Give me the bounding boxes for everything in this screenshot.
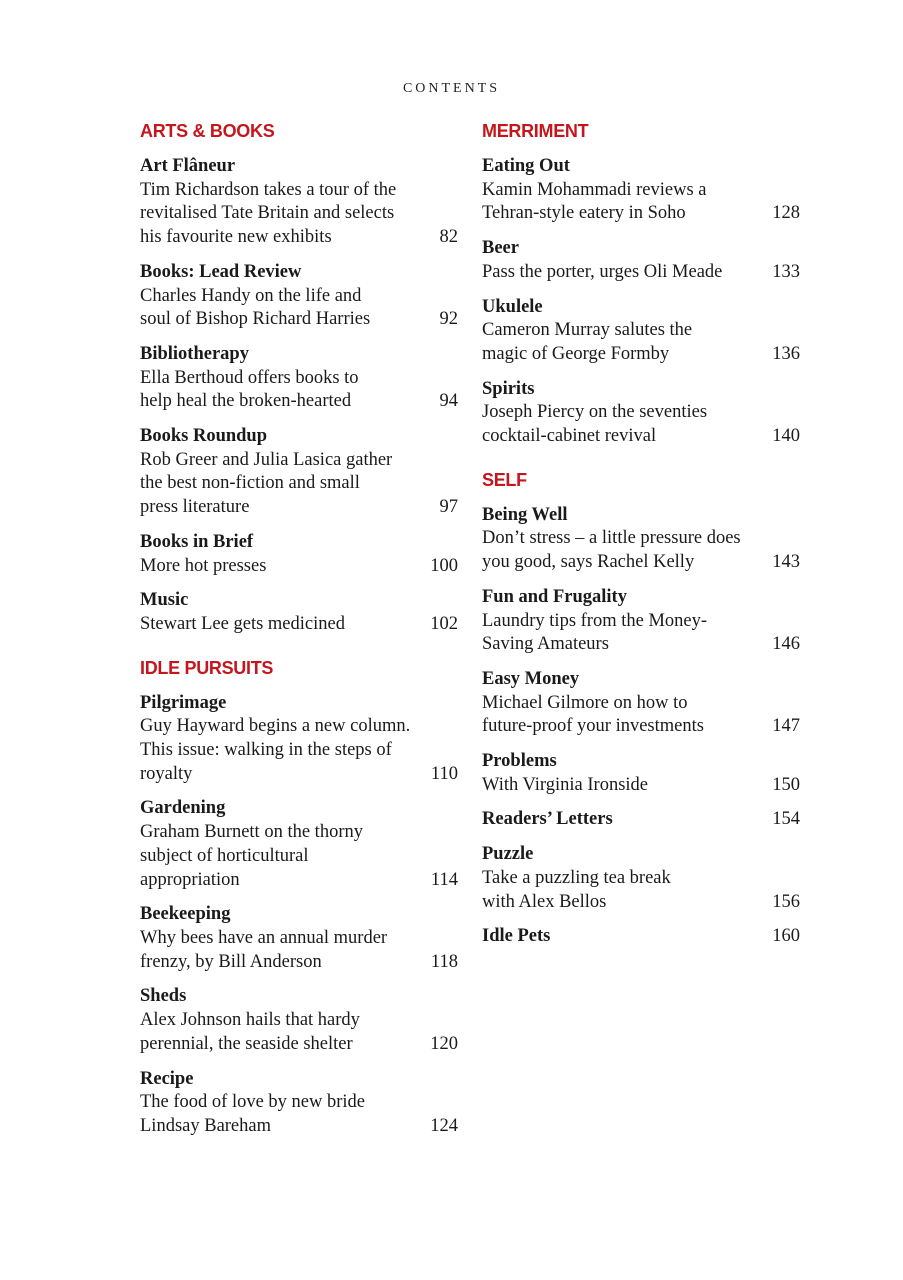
- entry-body: [140, 555, 458, 579]
- contents-entry-eating-out[interactable]: [482, 155, 802, 226]
- contents-entry-recipe[interactable]: [140, 1068, 460, 1139]
- entry-page-number: 140: [772, 426, 800, 447]
- entry-title: Readers’ Letters: [482, 809, 613, 830]
- entry-body: [140, 449, 458, 520]
- entry-body: [482, 774, 800, 798]
- contents-entry-sheds[interactable]: [140, 985, 460, 1056]
- entry-description: Alex Johnson hails that hardy perennial, the seaside shelter: [140, 1010, 360, 1054]
- entry-page-number: 82: [439, 227, 458, 248]
- contents-entry-problems[interactable]: [482, 750, 802, 797]
- entry-description: Joseph Piercy on the seventies cocktail-cabinet revival: [482, 402, 708, 447]
- entry-description: Ella Berthoud offers books to help heal the broken-hearted: [140, 367, 359, 412]
- entry-description: Don’t stress – a little pressure does you good, says Rachel Kelly: [482, 528, 741, 573]
- entry-title: Spirits: [482, 378, 535, 399]
- section-heading: MERRIMENT: [482, 121, 589, 141]
- page-title: CONTENTS: [402, 81, 501, 96]
- contents-entry-music[interactable]: [140, 589, 460, 636]
- entry-body: [140, 1091, 458, 1138]
- entry-title: Beer: [482, 238, 519, 259]
- entry-title-row: [482, 808, 800, 832]
- entry-title: Eating Out: [482, 156, 570, 176]
- entry-page-number: 94: [439, 391, 458, 412]
- contents-entry-fun-and-frugality[interactable]: [482, 586, 802, 657]
- entry-description: Michael Gilmore on how to future-proof your investments: [482, 692, 704, 737]
- entry-page-number: 124: [430, 1115, 458, 1136]
- entry-page-number: 154: [772, 809, 800, 830]
- contents-entry-art-fl-neur[interactable]: [140, 155, 460, 250]
- contents-entry-books-roundup[interactable]: [140, 425, 460, 520]
- entry-body: [482, 179, 800, 226]
- entry-title: Easy Money: [482, 668, 580, 689]
- entry-page-number: 110: [430, 763, 458, 784]
- entry-body: [140, 821, 458, 892]
- contents-entry-puzzle[interactable]: [482, 843, 802, 914]
- entry-title: Bibliotherapy: [140, 343, 249, 364]
- entry-page-number: 147: [772, 716, 800, 737]
- entry-title: Ukulele: [482, 296, 543, 317]
- entry-body: [140, 367, 458, 414]
- entry-title: Fun and Frugality: [482, 586, 627, 607]
- entry-title: Pilgrimage: [140, 692, 227, 713]
- entry-page-number: 146: [772, 634, 800, 655]
- contents-entry-books-lead-review[interactable]: [140, 261, 460, 332]
- entry-body: [140, 285, 458, 332]
- entry-body: [482, 867, 800, 914]
- entry-description: Cameron Murray salutes the magic of George Formby: [482, 320, 693, 364]
- contents-entry-easy-money[interactable]: [482, 668, 802, 739]
- entry-description: Take a puzzling tea break with Alex Bellos: [482, 867, 671, 912]
- entry-description: Charles Handy on the life and soul of Bishop Richard Harries: [140, 285, 371, 330]
- entry-body: [140, 1009, 458, 1056]
- entry-description: Tim Richardson takes a tour of the revitalised Tate Britain and selects his favourite new exhibits: [140, 179, 397, 248]
- right-column: [482, 120, 802, 969]
- entry-title: Books: Lead Review: [140, 261, 302, 282]
- entry-description: Pass the porter, urges Oli Meade: [482, 261, 723, 282]
- entry-description: Kamin Mohammadi reviews a Tehran-style eatery in Soho: [482, 179, 707, 224]
- entry-body: [140, 715, 458, 786]
- entry-title-row: [482, 925, 800, 949]
- entry-page-number: 160: [772, 926, 800, 947]
- entry-page-number: 143: [772, 552, 800, 573]
- section-idle-pursuits: [140, 657, 460, 1139]
- contents-entry-pilgrimage[interactable]: [140, 692, 460, 787]
- section-heading: IDLE PURSUITS: [140, 657, 274, 678]
- entry-body: [482, 319, 800, 366]
- entry-title: Puzzle: [482, 844, 534, 865]
- contents-entry-gardening[interactable]: [140, 797, 460, 892]
- contents-entry-being-well[interactable]: [482, 504, 802, 575]
- contents-entry-idle-pets[interactable]: [482, 925, 802, 949]
- entry-page-number: 133: [772, 261, 800, 282]
- contents-entry-beer[interactable]: [482, 237, 802, 284]
- entry-body: [482, 692, 800, 739]
- entry-title: Recipe: [140, 1068, 194, 1089]
- entry-description: With Virginia Ironside: [482, 774, 648, 795]
- entry-body: [140, 179, 458, 250]
- entry-body: [140, 613, 458, 637]
- entry-description: Laundry tips from the Money- Saving Amateurs: [482, 610, 708, 655]
- entry-title: Problems: [482, 751, 557, 772]
- entry-page-number: 118: [430, 951, 458, 972]
- entry-title: Sheds: [140, 986, 187, 1007]
- contents-entry-spirits[interactable]: [482, 378, 802, 449]
- section-arts-books: [140, 120, 460, 637]
- entry-description: Why bees have an annual murder frenzy, by Bill Anderson: [140, 927, 388, 972]
- section-self: [482, 469, 802, 949]
- entry-description: More hot presses: [140, 555, 267, 576]
- contents-entry-readers-letters[interactable]: [482, 808, 802, 832]
- entry-title: Idle Pets: [482, 926, 551, 947]
- entry-page-number: 150: [772, 774, 800, 795]
- entry-page-number: 102: [430, 613, 458, 634]
- entry-page-number: 156: [772, 891, 800, 912]
- left-column: [140, 120, 460, 1159]
- section-merriment: [482, 120, 802, 449]
- entry-title: Being Well: [482, 504, 568, 525]
- contents-entry-beekeeping[interactable]: [140, 903, 460, 974]
- entry-page-number: 97: [439, 497, 458, 518]
- entry-page-number: 136: [772, 343, 800, 364]
- entry-description: Guy Hayward begins a new column. This issue: walking in the steps of royalty: [140, 716, 411, 784]
- entry-description: Graham Burnett on the thorny subject of horticultural appropriation: [140, 822, 363, 890]
- contents-entry-ukulele[interactable]: [482, 296, 802, 367]
- entry-description: Stewart Lee gets medicined: [140, 613, 345, 634]
- entry-description: The food of love by new bride Lindsay Bareham: [140, 1092, 366, 1136]
- entry-body: [482, 401, 800, 448]
- entry-page-number: 92: [439, 309, 458, 330]
- contents-entry-books-in-brief[interactable]: [140, 531, 460, 578]
- contents-entry-bibliotherapy[interactable]: [140, 343, 460, 414]
- entry-body: [482, 527, 800, 574]
- entry-page-number: 100: [430, 555, 458, 576]
- entry-body: [482, 610, 800, 657]
- entry-title: Books in Brief: [140, 531, 254, 552]
- entry-page-number: 114: [430, 869, 458, 890]
- entry-title: Books Roundup: [140, 426, 268, 447]
- entry-description: Rob Greer and Julia Lasica gather the best non-fiction and small press literature: [140, 449, 393, 518]
- entry-body: [140, 927, 458, 974]
- entry-title: Gardening: [140, 798, 226, 819]
- entry-title: Beekeeping: [140, 904, 231, 925]
- entry-title: Music: [140, 590, 189, 611]
- entry-title: Art Flâneur: [140, 156, 236, 176]
- entry-body: [482, 261, 800, 285]
- entry-page-number: 128: [772, 203, 800, 224]
- section-heading: SELF: [482, 469, 527, 490]
- section-heading: ARTS & BOOKS: [140, 121, 275, 141]
- entry-page-number: 120: [430, 1033, 458, 1054]
